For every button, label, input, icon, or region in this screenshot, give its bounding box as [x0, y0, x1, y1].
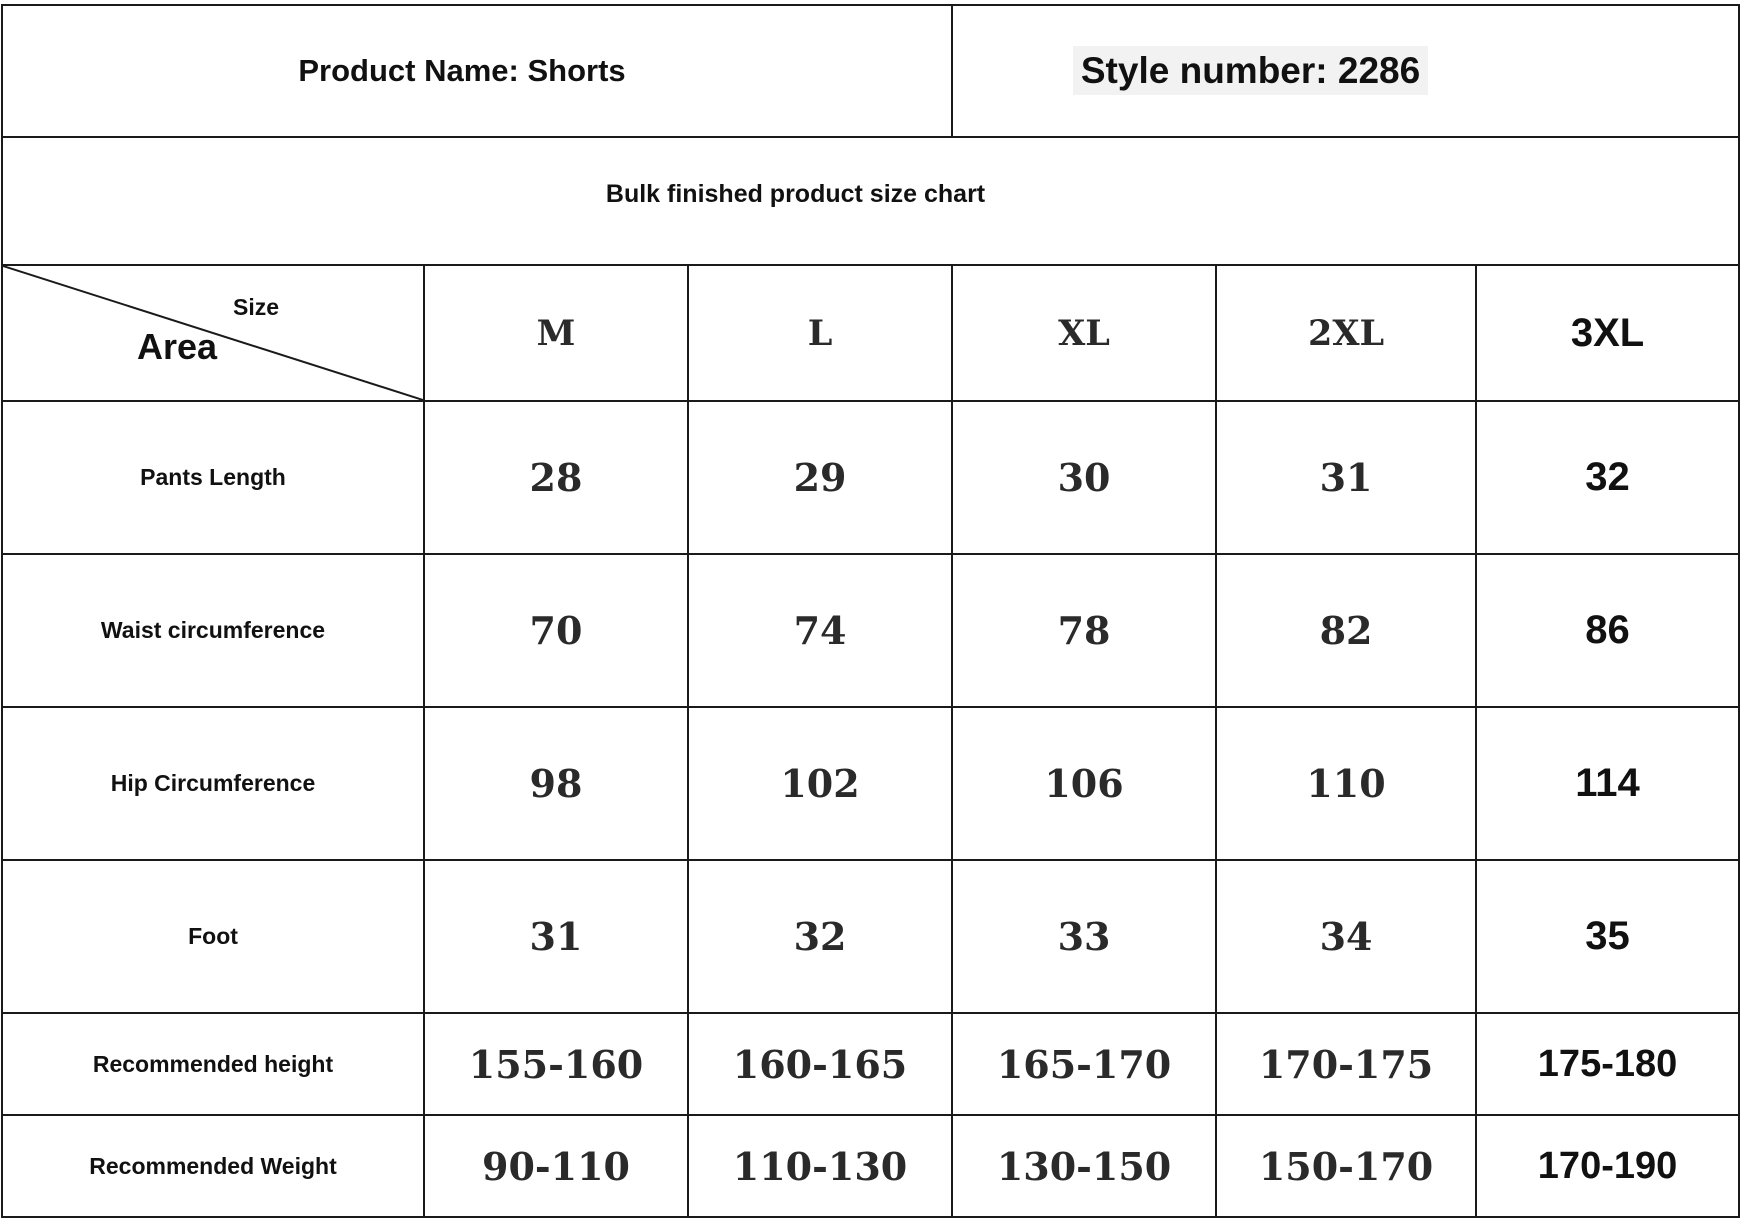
table-cell: 114 — [1476, 707, 1739, 860]
size-header-l: L — [688, 265, 952, 401]
product-name-cell — [2, 5, 952, 137]
row-label: Foot — [2, 860, 424, 1013]
size-header-3xl: 3XL — [1476, 265, 1739, 401]
table-cell: 130-150 — [952, 1115, 1216, 1217]
corner-cell — [2, 265, 424, 401]
size-header-2xl: 2XL — [1216, 265, 1476, 401]
table-cell: 31 — [1216, 401, 1476, 554]
chart-title-cell — [2, 137, 1739, 265]
table-row — [2, 860, 1739, 1013]
table-cell: 34 — [1216, 860, 1476, 1013]
size-header-row — [2, 265, 1739, 401]
chart-title: Bulk finished product size chart — [605, 179, 986, 208]
table-cell: 33 — [952, 860, 1216, 1013]
table-cell: 165-170 — [952, 1013, 1216, 1115]
size-axis-label: Size — [233, 294, 280, 320]
table-cell: 74 — [688, 554, 952, 707]
table-cell: 28 — [424, 401, 688, 554]
table-cell: 110 — [1216, 707, 1476, 860]
table-cell: 160-165 — [688, 1013, 952, 1115]
table-row — [2, 1115, 1739, 1217]
table-cell: 110-130 — [688, 1115, 952, 1217]
product-name: Product Name: Shorts — [298, 53, 626, 88]
table-cell: 86 — [1476, 554, 1739, 707]
table-cell: 170-190 — [1476, 1115, 1739, 1217]
table-cell: 32 — [688, 860, 952, 1013]
size-header-xl: XL — [952, 265, 1216, 401]
table-row — [2, 707, 1739, 860]
table-row — [2, 1013, 1739, 1115]
table-row — [2, 554, 1739, 707]
table-cell: 150-170 — [1216, 1115, 1476, 1217]
table-cell: 106 — [952, 707, 1216, 860]
table-cell: 82 — [1216, 554, 1476, 707]
table-cell: 30 — [952, 401, 1216, 554]
table-cell: 175-180 — [1476, 1013, 1739, 1115]
area-axis-label: Area — [137, 326, 218, 367]
table-cell: 70 — [424, 554, 688, 707]
table-row — [2, 401, 1739, 554]
row-label: Recommended height — [2, 1013, 424, 1115]
style-number: Style number: 2286 — [1073, 46, 1428, 95]
header-row — [2, 5, 1739, 137]
table-cell: 90-110 — [424, 1115, 688, 1217]
table-cell: 170-175 — [1216, 1013, 1476, 1115]
style-number-cell — [952, 5, 1739, 137]
table-cell: 29 — [688, 401, 952, 554]
table-cell: 102 — [688, 707, 952, 860]
table-cell: 155-160 — [424, 1013, 688, 1115]
row-label: Pants Length — [2, 401, 424, 554]
size-header-m: M — [424, 265, 688, 401]
row-label: Recommended Weight — [2, 1115, 424, 1217]
title-row — [2, 137, 1739, 265]
table-cell: 35 — [1476, 860, 1739, 1013]
row-label: Hip Circumference — [2, 707, 424, 860]
row-label: Waist circumference — [2, 554, 424, 707]
table-cell: 98 — [424, 707, 688, 860]
table-cell: 32 — [1476, 401, 1739, 554]
table-cell: 31 — [424, 860, 688, 1013]
table-cell: 78 — [952, 554, 1216, 707]
size-chart-table — [1, 4, 1740, 1218]
